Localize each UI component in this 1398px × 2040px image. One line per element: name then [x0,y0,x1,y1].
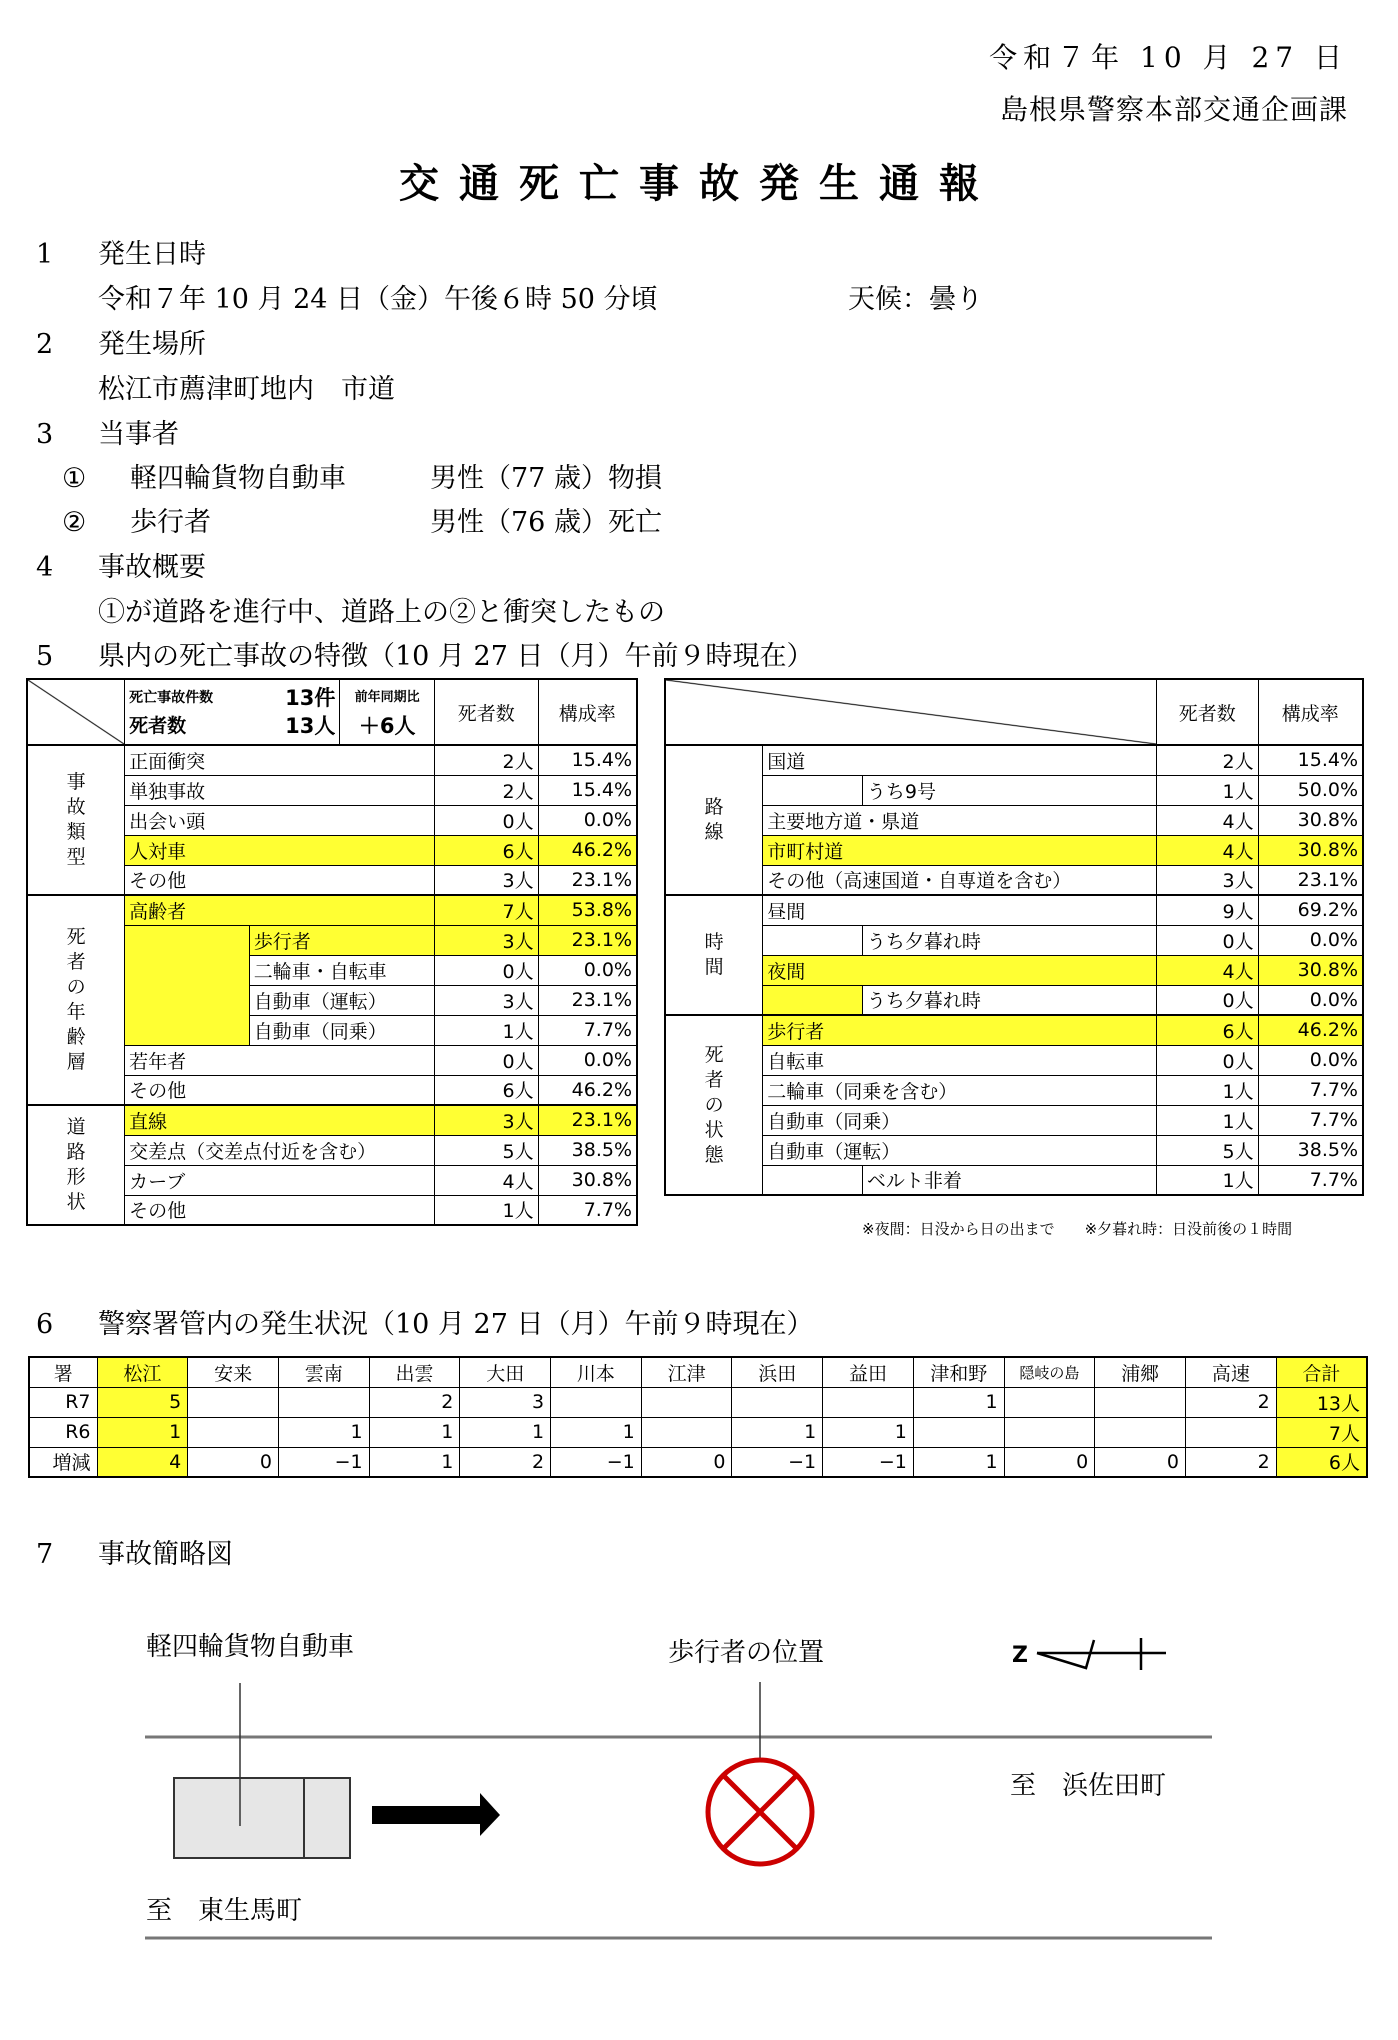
table-footnote: ※夜間：日没から日の出まで ※夕暮れ時：日没前後の１時間 [862,1220,1293,1238]
pedestrian-position-label: 歩行者の位置 [668,1638,825,1668]
table-row: その他 6人 46.2% [27,1075,637,1105]
table-row: 路線 国道 2人 15.4% [665,745,1363,775]
occurrence-location: 松江市薦津町地内 市道 [98,374,395,405]
document-title: 交通死亡事故発生通報 [399,161,999,207]
table-row: 自動車（同乗） 1人 7.7% [665,1105,1363,1135]
destination-west-label: 至 東生馬町 [146,1896,303,1926]
station-header-row: 署 松江 安来 雲南 出雲 大田 川本 江津 浜田 益田 津和野 隠岐の島 浦郷 高速 合計 [29,1357,1367,1387]
table-row-highlighted: 歩行者 3人 23.1% [27,925,637,955]
col-header-ratio: 構成率 [1258,679,1363,745]
table-row: うち夕暮れ時 0人 0.0% [665,985,1363,1015]
station-row-r7: R7 5 2 3 1 2 13人 [29,1387,1367,1417]
vehicle-label: 軽四輪貨物自動車 [146,1632,355,1662]
table-row: 主要地方道・県道 4人 30.8% [665,805,1363,835]
table-row: 若年者 0人 0.0% [27,1045,637,1075]
table-row: 自動車（運転） 3人 23.1% [27,985,637,1015]
summary-cell [125,679,340,745]
group-label-accident-type: 事故類型 [27,745,125,895]
table-row: 二輪車・自転車 0人 0.0% [27,955,637,985]
table-row: うち9号 1人 50.0% [665,775,1363,805]
yoy-value: ＋6人 [358,714,416,738]
north-arrow-icon [1012,1638,1166,1670]
accident-summary: ①が道路を進行中、道路上の②と衝突したもの [98,597,665,628]
table-row: ベルト非着 1人 7.7% [665,1165,1363,1195]
issuing-organization: 島根県警察本部交通企画課 [999,93,1348,126]
diagonal-header-cell [27,679,125,745]
table-row: 二輪車（同乗を含む） 1人 7.7% [665,1075,1363,1105]
table-row: 単独事故 2人 15.4% [27,775,637,805]
svg-text:Z: Z [1012,1643,1028,1668]
table-row: 自動車（同乗） 1人 7.7% [27,1015,637,1045]
table-row: 出会い頭 0人 0.0% [27,805,637,835]
table-row: その他 1人 7.7% [27,1195,637,1225]
pedestrian-position-icon [708,1760,812,1864]
table-row: カーブ 4人 30.8% [27,1165,637,1195]
weather: 天候：曇り [848,284,983,315]
table-row: うち夕暮れ時 0人 0.0% [665,925,1363,955]
death-count-label: 死者数 [129,715,187,737]
station-row-change: 増減 4 0 −1 1 2 −1 0 −1 −1 1 0 0 2 6人 [29,1447,1367,1477]
section-6-heading: 6 警察署管内の発生状況（10 月 27 日（月）午前９時現在） [36,1309,814,1340]
section-3-heading: 3 当事者 [36,419,179,450]
group-label-route: 路線 [665,745,763,895]
left-statistics-table [26,678,638,1226]
yoy-cell [340,679,435,745]
table-row-highlighted: 死者の状態 歩行者 6人 46.2% [665,1015,1363,1045]
right-statistics-table [664,678,1364,1196]
table-row: 自動車（運転） 5人 38.5% [665,1135,1363,1165]
col-header-deaths: 死者数 [435,679,539,745]
fatal-accident-count: 13件 [285,686,336,710]
group-label-road-shape: 道路形状 [27,1105,125,1225]
table-row: 時間 昼間 9人 69.2% [665,895,1363,925]
table-row-highlighted: 夜間 4人 30.8% [665,955,1363,985]
table-row-highlighted: 人対車 6人 46.2% [27,835,637,865]
station-row-r6: R6 1 1 1 1 1 1 1 7人 [29,1417,1367,1447]
group-label-time: 時間 [665,895,763,1015]
fatal-accident-count-label: 死亡事故件数 [129,690,214,706]
section-4-heading: 4 事故概要 [36,552,206,583]
table-row: その他 3人 23.1% [27,865,637,895]
table-row: 交差点（交差点付近を含む） 5人 38.5% [27,1135,637,1165]
col-header-deaths: 死者数 [1156,679,1258,745]
yoy-label: 前年同期比 [354,690,420,705]
section-7-heading: 7 事故簡略図 [36,1539,233,1570]
police-station-table [28,1356,1368,1478]
col-header-ratio: 構成率 [538,679,637,745]
occurrence-datetime: 令和７年 10 月 24 日（金）午後６時 50 分頃 [98,284,658,315]
table-row: 事故類型 正面衝突 2人 15.4% [27,745,637,775]
section-1-heading: 1 発生日時 [36,239,206,270]
destination-east-label: 至 浜佐田町 [1010,1771,1167,1801]
group-label-victim-state: 死者の状態 [665,1015,763,1195]
table-row: その他（高速国道・自専道を含む） 3人 23.1% [665,865,1363,895]
diagonal-header-cell [665,679,1156,745]
table-row: 自転車 0人 0.0% [665,1045,1363,1075]
table-row-highlighted: 市町村道 4人 30.8% [665,835,1363,865]
party-1: ① 軽四輪貨物自動車 男性（77 歳）物損 [62,463,662,494]
report-date: 令和７年 10 月 27 日 [989,41,1348,74]
vehicle-icon [174,1778,350,1858]
death-count: 13人 [285,714,336,738]
section-5-heading: 5 県内の死亡事故の特徴（10 月 27 日（月）午前９時現在） [36,641,814,672]
accident-diagram [0,1600,1398,2000]
table-row-highlighted: 死者の年齢層 高齢者 7人 53.8% [27,895,637,925]
section-2-heading: 2 発生場所 [36,329,206,360]
party-2: ② 歩行者 男性（76 歳）死亡 [62,507,662,538]
table-row-highlighted: 道路形状 直線 3人 23.1% [27,1105,637,1135]
elderly-indent [125,925,250,1045]
travel-direction-arrow-icon [372,1793,500,1836]
group-label-age: 死者の年齢層 [27,895,125,1105]
